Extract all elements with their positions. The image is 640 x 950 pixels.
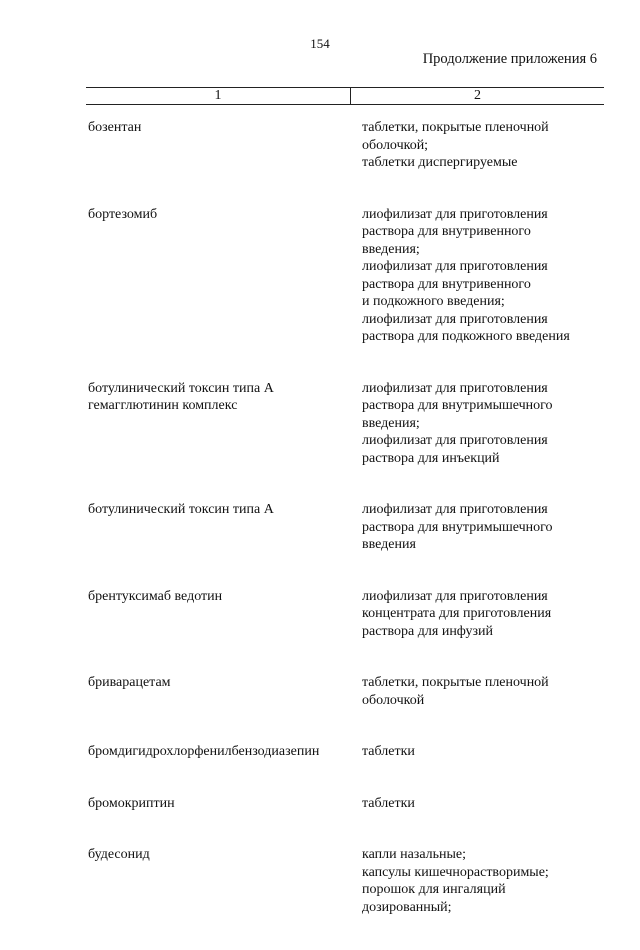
table-row: [88, 119, 608, 172]
dosage-form-line: лиофилизат для приготовления: [362, 502, 548, 517]
table-row: [88, 588, 608, 641]
dosage-form-line: раствора для внутримышечного: [362, 519, 553, 535]
drug-name-line: ботулинический токсин типа A: [88, 502, 274, 517]
dosage-form-line: введения;: [362, 241, 420, 257]
table-row: [88, 206, 608, 346]
dosage-form-line: раствора для инфузий: [362, 623, 494, 639]
drug-name: [88, 795, 362, 813]
dosage-form-line: лиофилизат для приготовления: [362, 259, 548, 274]
dosage-forms: [362, 846, 608, 916]
dosage-form-line: таблетки: [362, 744, 415, 759]
drug-name-line: бортезомиб: [88, 206, 158, 222]
drug-name-line: брентуксимаб ведотин: [88, 588, 223, 604]
dosage-forms: [362, 119, 608, 172]
table-row: [88, 743, 608, 761]
dosage-form-line: лиофилизат для приготовления: [362, 311, 548, 327]
dosage-form-line: лиофилизат для приготовления: [362, 206, 548, 222]
dosage-form-line: капли назальные;: [362, 847, 467, 862]
dosage-forms: [362, 588, 608, 641]
drug-name: [88, 588, 362, 641]
dosage-forms: [362, 674, 608, 709]
dosage-form-line: лиофилизат для приготовления: [362, 588, 548, 604]
dosage-forms: [362, 380, 608, 468]
drug-name: [88, 119, 362, 172]
drug-name: [88, 380, 362, 468]
drug-name-line: бозентан: [88, 120, 142, 135]
dosage-form-line: раствора для подкожного введения: [362, 329, 570, 344]
table-row: [88, 501, 608, 554]
dosage-forms: [362, 501, 608, 554]
drug-name: [88, 846, 362, 916]
dosage-form-line: оболочкой;: [362, 137, 429, 153]
dosage-form-line: таблетки, покрытые пленочной: [362, 120, 549, 135]
dosage-form-line: таблетки диспергируемые: [362, 155, 518, 170]
page-number: 154: [310, 36, 330, 51]
dosage-form-line: капсулы кишечнорастворимые;: [362, 864, 549, 880]
dosage-forms: [362, 743, 608, 761]
table-row: [88, 846, 608, 916]
drug-name-line: гемагглютинин комплекс: [88, 398, 238, 413]
dosage-form-line: дозированный;: [362, 899, 452, 915]
dosage-form-line: раствора для внутривенного: [362, 276, 531, 292]
table-header: [86, 87, 604, 105]
table-row: [88, 674, 608, 709]
drug-name: [88, 674, 362, 709]
dosage-form-line: раствора для внутривенного: [362, 224, 531, 239]
table-row: [88, 380, 608, 468]
drug-name: [88, 501, 362, 554]
dosage-form-line: лиофилизат для приготовления: [362, 380, 548, 396]
dosage-form-line: лиофилизат для приготовления: [362, 433, 548, 448]
drug-name: [88, 743, 362, 761]
dosage-form-line: порошок для ингаляций: [362, 882, 506, 897]
dosage-form-line: таблетки, покрытые пленочной: [362, 675, 549, 690]
column-1-header: 1: [214, 88, 222, 103]
dosage-form-line: раствора для инъекций: [362, 450, 500, 466]
table-row: [88, 795, 608, 813]
drug-name-line: бромдигидрохлорфенилбензодиазепин: [88, 744, 320, 759]
table-body: [88, 119, 608, 950]
drug-name-line: будесонид: [88, 847, 150, 862]
drug-name-line: ботулинический токсин типа A: [88, 380, 274, 396]
drug-name-line: бриварацетам: [88, 675, 171, 690]
drug-name-line: бромокриптин: [88, 795, 175, 811]
dosage-form-line: введения: [362, 537, 416, 552]
dosage-form-line: оболочкой: [362, 692, 425, 708]
dosage-forms: [362, 795, 608, 813]
column-2-header: 2: [474, 88, 481, 103]
dosage-form-line: раствора для внутримышечного: [362, 398, 553, 413]
dosage-form-line: таблетки: [362, 795, 415, 811]
dosage-form-line: введения;: [362, 415, 420, 431]
dosage-form-line: и подкожного введения;: [362, 294, 505, 309]
drug-name: [88, 206, 362, 346]
continuation-label: Продолжение приложения 6: [422, 51, 597, 67]
dosage-form-line: концентрата для приготовления: [362, 606, 552, 621]
dosage-forms: [362, 206, 608, 346]
